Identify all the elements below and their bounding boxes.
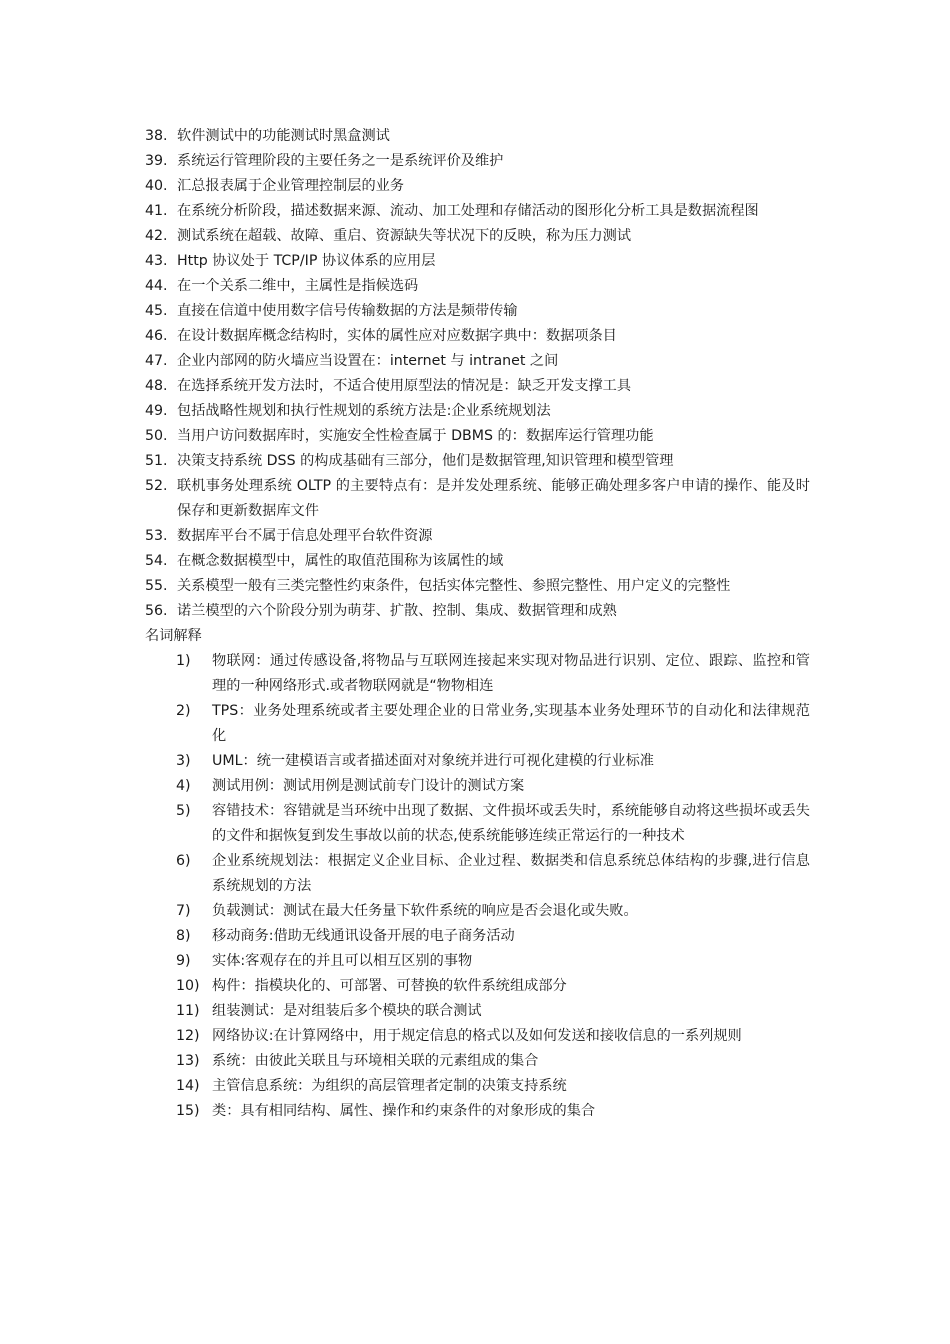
list-item xyxy=(145,349,810,374)
glossary-item xyxy=(176,1099,810,1124)
glossary-item-number: 8) xyxy=(176,928,191,944)
list-item xyxy=(145,224,810,249)
document-body xyxy=(145,124,810,1124)
glossary-item xyxy=(176,774,810,799)
item-number: 48. xyxy=(145,378,168,394)
glossary-item-text: 测试用例：测试用例是测试前专门设计的测试方案 xyxy=(212,778,525,794)
item-number: 50. xyxy=(145,428,168,444)
list-item xyxy=(145,124,810,149)
item-text: 在选择系统开发方法时，不适合使用原型法的情况是：缺乏开发支撑工具 xyxy=(177,378,632,394)
glossary-item-number: 5) xyxy=(176,803,191,819)
item-text: 数据库平台不属于信息处理平台软件资源 xyxy=(177,528,433,544)
item-text: 企业内部网的防火墙应当设置在：internet 与 intranet 之间 xyxy=(177,353,559,369)
glossary-heading: 名词解释 xyxy=(145,628,202,644)
glossary-item-text: 类：具有相同结构、属性、操作和约束条件的对象形成的集合 xyxy=(212,1103,596,1119)
item-number: 38. xyxy=(145,128,168,144)
glossary-item-number: 12) xyxy=(176,1028,200,1044)
item-number: 49. xyxy=(145,403,168,419)
list-item xyxy=(145,324,810,349)
glossary-item-number: 9) xyxy=(176,953,191,969)
item-number: 52. xyxy=(145,478,168,494)
list-item xyxy=(145,574,810,599)
item-number: 44. xyxy=(145,278,168,294)
glossary-item-text: 企业系统规划法：根据定义企业目标、企业过程、数据类和信息系统总体结构的步骤,进行信息系统规划的方法 xyxy=(212,853,810,894)
item-text: 汇总报表属于企业管理控制层的业务 xyxy=(177,178,405,194)
glossary-item-number: 11) xyxy=(176,1003,200,1019)
glossary-item-text: 主管信息系统：为组织的高层管理者定制的决策支持系统 xyxy=(212,1078,567,1094)
item-text: 诺兰模型的六个阶段分别为萌芽、扩散、控制、集成、数据管理和成熟 xyxy=(177,603,617,619)
item-number: 53. xyxy=(145,528,168,544)
item-number: 43. xyxy=(145,253,168,269)
glossary-item xyxy=(176,999,810,1024)
glossary-item-text: 网络协议:在计算网络中，用于规定信息的格式以及如何发送和接收信息的一系列规则 xyxy=(212,1028,742,1044)
item-number: 51. xyxy=(145,453,168,469)
glossary-item xyxy=(176,1074,810,1099)
glossary-item xyxy=(176,899,810,924)
item-text: 联机事务处理系统 OLTP 的主要特点有：是并发处理系统、能够正确处理多客户申请的操作、能及时保存和更新数据库文件 xyxy=(177,478,810,519)
glossary-item-text: 实体:客观存在的并且可以相互区别的事物 xyxy=(212,953,473,969)
item-text: 在设计数据库概念结构时，实体的属性应对应数据字典中：数据项条目 xyxy=(177,328,617,344)
item-text: 当用户访问数据库时，实施安全性检查属于 DBMS 的：数据库运行管理功能 xyxy=(177,428,654,444)
item-text: 在系统分析阶段，描述数据来源、流动、加工处理和存储活动的图形化分析工具是数据流程图 xyxy=(177,203,759,219)
item-text: Http 协议处于 TCP/IP 协议体系的应用层 xyxy=(177,253,436,269)
glossary-item-number: 15) xyxy=(176,1103,200,1119)
glossary-item xyxy=(176,849,810,899)
list-item xyxy=(145,174,810,199)
list-item xyxy=(145,524,810,549)
glossary-item xyxy=(176,924,810,949)
list-item xyxy=(145,299,810,324)
glossary-item-text: UML：统一建模语言或者描述面对对象统并进行可视化建模的行业标准 xyxy=(212,753,654,769)
item-text: 软件测试中的功能测试时黑盒测试 xyxy=(177,128,390,144)
glossary-item-number: 4) xyxy=(176,778,191,794)
glossary-list xyxy=(145,649,810,1124)
list-item xyxy=(145,374,810,399)
glossary-item-text: 物联网：通过传感设备,将物品与互联网连接起来实现对物品进行识别、定位、跟踪、监控和管理的一种网络形式.或者物联网就是“物物相连 xyxy=(212,653,810,694)
item-number: 40. xyxy=(145,178,168,194)
glossary-item-text: 系统：由彼此关联且与环境相关联的元素组成的集合 xyxy=(212,1053,539,1069)
glossary-item-number: 3) xyxy=(176,753,191,769)
item-text: 测试系统在超载、故障、重启、资源缺失等状况下的反映，称为压力测试 xyxy=(177,228,632,244)
glossary-item-text: 负载测试：测试在最大任务量下软件系统的响应是否会退化或失败。 xyxy=(212,903,638,919)
glossary-item-text: 移动商务:借助无线通讯设备开展的电子商务活动 xyxy=(212,928,515,944)
list-item xyxy=(145,199,810,224)
glossary-item-text: 容错技术：容错就是当环统中出现了数据、文件损坏或丢失时，系统能够自动将这些损坏或丢失的文件和据恢复到发生事故以前的状态,使系统能够连续正常运行的一种技术 xyxy=(212,803,810,844)
item-text: 系统运行管理阶段的主要任务之一是系统评价及维护 xyxy=(177,153,504,169)
list-item xyxy=(145,599,810,624)
list-item xyxy=(145,274,810,299)
glossary-item-number: 1) xyxy=(176,653,191,669)
item-text: 包括战略性规划和执行性规划的系统方法是:企业系统规划法 xyxy=(177,403,551,419)
glossary-item xyxy=(176,949,810,974)
glossary-item-number: 13) xyxy=(176,1053,200,1069)
list-item xyxy=(145,449,810,474)
glossary-item xyxy=(176,1024,810,1049)
glossary-item xyxy=(176,749,810,774)
list-item xyxy=(145,399,810,424)
glossary-item xyxy=(176,699,810,749)
glossary-item xyxy=(176,1049,810,1074)
item-number: 55. xyxy=(145,578,168,594)
glossary-item xyxy=(176,799,810,849)
list-item xyxy=(145,149,810,174)
glossary-item-number: 10) xyxy=(176,978,200,994)
item-number: 46. xyxy=(145,328,168,344)
item-text: 在一个关系二维中，主属性是指候选码 xyxy=(177,278,419,294)
glossary-item-number: 14) xyxy=(176,1078,200,1094)
item-text: 关系模型一般有三类完整性约束条件，包括实体完整性、参照完整性、用户定义的完整性 xyxy=(177,578,731,594)
item-number: 45. xyxy=(145,303,168,319)
item-number: 42. xyxy=(145,228,168,244)
glossary-item xyxy=(176,974,810,999)
item-text: 决策支持系统 DSS 的构成基础有三部分，他们是数据管理,知识管理和模型管理 xyxy=(177,453,674,469)
list-item xyxy=(145,474,810,524)
glossary-item-number: 6) xyxy=(176,853,191,869)
item-number: 56. xyxy=(145,603,168,619)
list-item xyxy=(145,424,810,449)
item-number: 47. xyxy=(145,353,168,369)
item-number: 41. xyxy=(145,203,168,219)
glossary-item xyxy=(176,649,810,699)
glossary-item-text: 组装测试：是对组装后多个模块的联合测试 xyxy=(212,1003,482,1019)
numbered-list xyxy=(145,124,810,624)
list-item xyxy=(145,549,810,574)
item-number: 54. xyxy=(145,553,168,569)
glossary-item-text: TPS：业务处理系统或者主要处理企业的日常业务,实现基本业务处理环节的自动化和法律规范化 xyxy=(212,703,810,744)
item-text: 在概念数据模型中，属性的取值范围称为该属性的域 xyxy=(177,553,504,569)
item-number: 39. xyxy=(145,153,168,169)
glossary-item-number: 7) xyxy=(176,903,191,919)
list-item xyxy=(145,249,810,274)
glossary-item-text: 构件：指模块化的、可部署、可替换的软件系统组成部分 xyxy=(212,978,567,994)
item-text: 直接在信道中使用数字信号传输数据的方法是频带传输 xyxy=(177,303,518,319)
glossary-item-number: 2) xyxy=(176,703,191,719)
